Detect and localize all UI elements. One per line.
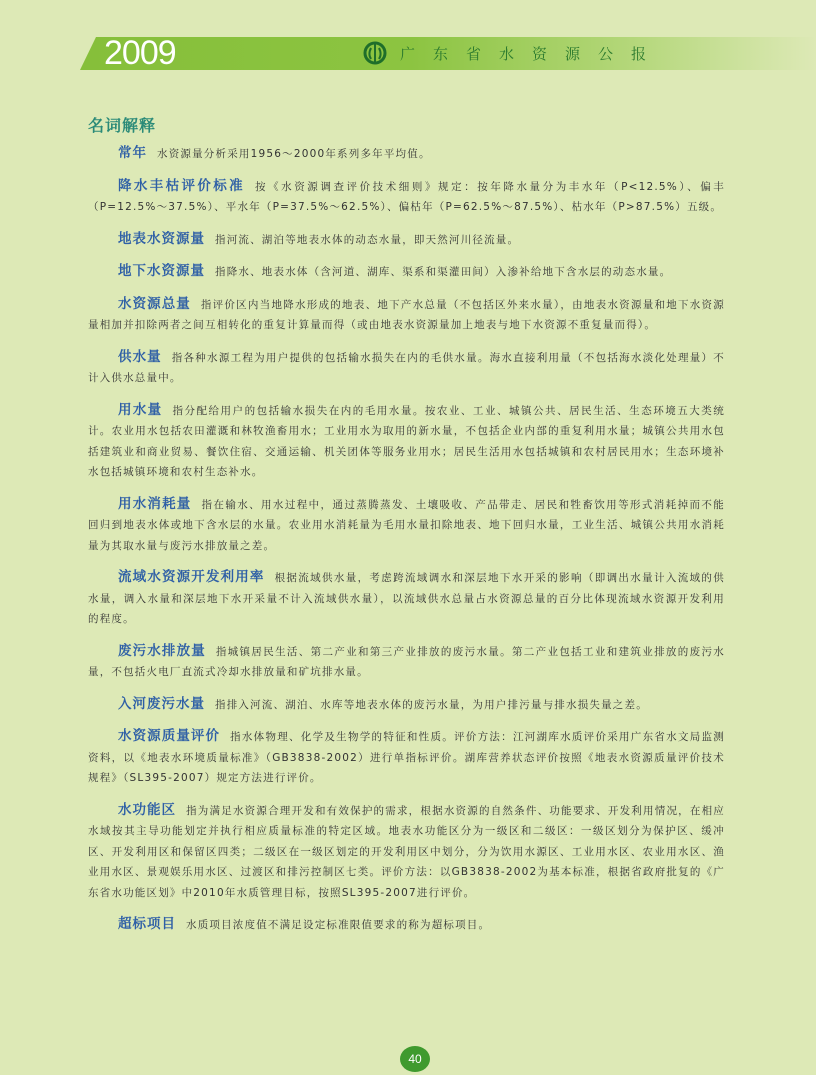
glossary-definition: 指城镇居民生活、第二产业和第三产业排放的废污水量。第二产业包括工业和建筑业排放的废污水量，不包括火电厂直流式冷却水排放量和矿坑排水量。 <box>88 645 726 678</box>
glossary-entry <box>88 261 725 283</box>
glossary-entry <box>88 641 725 683</box>
glossary-entry <box>88 914 725 936</box>
glossary-definition: 指水体物理、化学及生物学的特征和性质。评价方法：江河湖库水质评价采用广东省水文局监测资料，以《地表水环境质量标准》（GB3838-2002）进行单指标评价。湖库营养状态评价按照《地表水资源质量评价技术规程》（SL395-2007）规定方法进行评价。 <box>88 731 726 784</box>
glossary-entry <box>88 400 725 483</box>
glossary-entry <box>88 567 725 630</box>
glossary-term: 降水丰枯评价标准 <box>118 177 245 194</box>
glossary-term: 水资源总量 <box>118 295 191 312</box>
glossary-definition: 按《水资源调查评价技术细则》规定：按年降水量分为丰水年（P<12.5%）、偏丰（P=12.5%～37.5%）、平水年（P=37.5%～62.5%）、偏枯年（P=62.5%～87.5%）、枯水年（P>87.5%）五级。 <box>88 180 725 213</box>
header-year: 2009 <box>104 34 176 72</box>
glossary-definition: 指评价区内当地降水形成的地表、地下产水总量（不包括区外来水量），由地表水资源量和地下水资源量相加并扣除两者之间互相转化的重复计算量而得（或由地表水资源量加上地表与地下水资源不重复量而得）。 <box>88 298 726 331</box>
glossary-entry <box>88 176 725 218</box>
glossary-definition: 指分配给用户的包括输水损失在内的毛用水量。按农业、工业、城镇公共、居民生活、生态环境五大类统计。农业用水包括农田灌溉和林牧渔畜用水；工业用水为取用的新水量，不包括企业内部的重复利用水量；城镇公共用水包括建筑业和商业贸易、餐饮住宿、交通运输、机关团体等服务业用水；居民生活用水包括城镇和农村居民用水；生态环境补水包括城镇环境和农村生态补水。 <box>88 404 726 478</box>
glossary-term: 流域水资源开发利用率 <box>118 569 265 585</box>
glossary-term: 废污水排放量 <box>118 642 206 659</box>
glossary-definition: 指降水、地表水体（含河道、湖库、渠系和渠灌田间）入渗补给地下含水层的动态水量。 <box>215 266 672 278</box>
glossary-definition: 指排入河流、湖泊、水库等地表水体的废污水量，为用户排污量与排水损失量之差。 <box>215 698 648 711</box>
page-number: 40 <box>400 1046 430 1072</box>
glossary-definition: 水资源量分析采用1956～2000年系列多年平均值。 <box>157 148 431 160</box>
page-header <box>80 34 816 72</box>
glossary-definition: 水质项目浓度值不满足设定标准限值要求的称为超标项目。 <box>186 919 491 931</box>
glossary-term: 常年 <box>118 145 147 161</box>
glossary <box>88 143 725 947</box>
glossary-term: 水资源质量评价 <box>118 728 221 744</box>
glossary-definition: 指在输水、用水过程中，通过蒸腾蒸发、土壤吸收、产品带走、居民和牲畜饮用等形式消耗掉而不能回归到地表水体或地下含水层的水量。农业用水消耗量为毛用水量扣除地表、地下回归水量，工业生活、城镇公共用水消耗量为其取水量与废污水排放量之差。 <box>88 498 725 552</box>
glossary-definition: 根据流域供水量，考虑跨流域调水和深层地下水开采的影响（即调出水量计入流域的供水量，调入水量和深层地下水开采量不计入流域供水量），以流域供水总量占水资源总量的百分比体现流域水资源开发利用的程度。 <box>88 572 725 625</box>
glossary-entry <box>88 143 725 165</box>
glossary-entry <box>88 800 725 904</box>
glossary-term: 地下水资源量 <box>118 263 205 279</box>
glossary-entry <box>88 494 725 557</box>
glossary-entry <box>88 726 725 789</box>
header-title: 广东省水资源公报 <box>400 45 665 63</box>
glossary-term: 入河废污水量 <box>118 695 205 712</box>
glossary-term: 超标项目 <box>118 916 176 932</box>
glossary-term: 用水量 <box>118 401 163 418</box>
glossary-entry <box>88 229 725 251</box>
glossary-term: 水功能区 <box>118 801 177 818</box>
glossary-term: 地表水资源量 <box>118 230 205 247</box>
glossary-definition: 指各种水源工程为用户提供的包括输水损失在内的毛供水量。海水直接利用量（不包括海水淡化处理量）不计入供水总量中。 <box>88 351 726 384</box>
glossary-entry <box>88 294 725 336</box>
glossary-definition: 指为满足水资源合理开发和有效保护的需求，根据水资源的自然条件、功能要求、开发利用情况，在相应水域按其主导功能划定并执行相应质量标准的特定区域。地表水功能区分为一级区和二级区：一级区划分为保护区、缓冲区、开发利用区和保留区四类；二级区在一级区划定的开发利用区中划分，分为饮用水源区、工业用水区、农业用水区、渔业用水区、景观娱乐用水区、过渡区和排污控制区七类。评价方法：以GB3838-2002为基本标准，根据省政府批复的《广东省水功能区划》中2010年水质管理目标，按照SL395-2007进行评价。 <box>88 804 726 899</box>
water-resources-logo-icon <box>363 41 387 65</box>
glossary-term: 供水量 <box>118 348 162 365</box>
glossary-definition: 指河流、湖泊等地表水体的动态水量，即天然河川径流量。 <box>215 233 520 246</box>
glossary-entry <box>88 347 725 389</box>
section-title: 名词解释 <box>88 116 157 135</box>
glossary-term: 用水消耗量 <box>118 495 192 512</box>
glossary-entry <box>88 694 725 716</box>
